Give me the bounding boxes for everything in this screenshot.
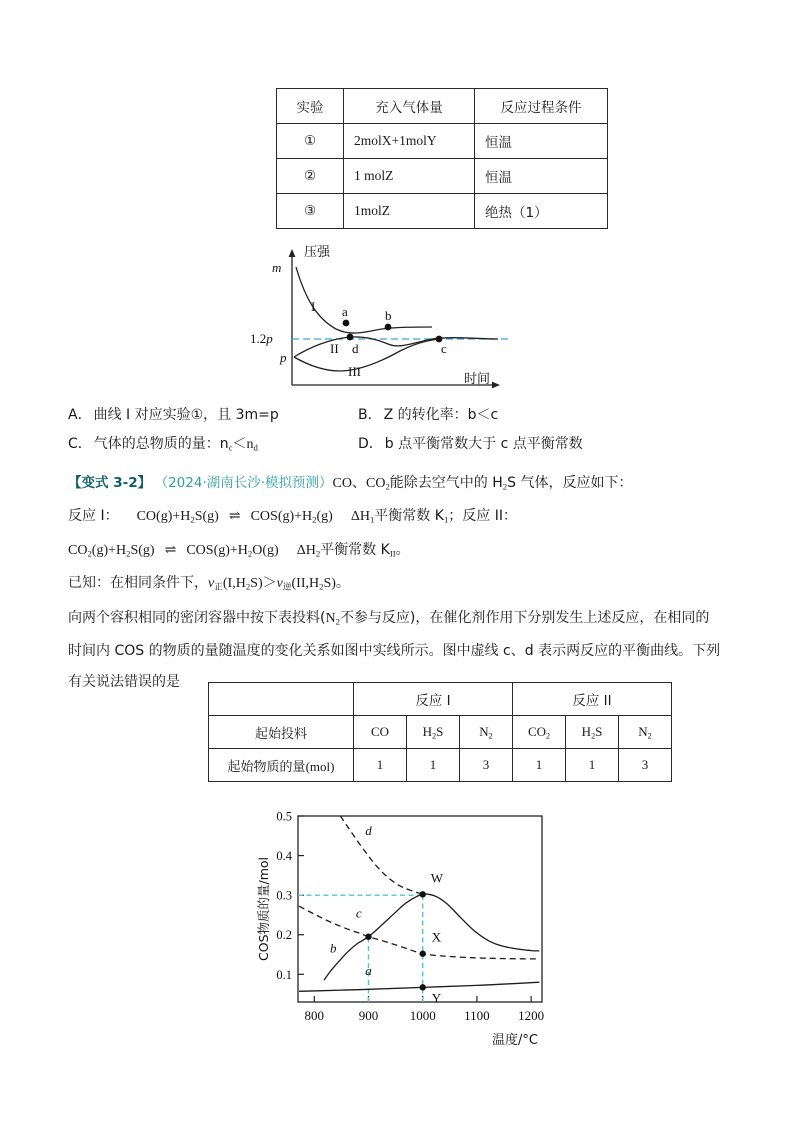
- table-row: [277, 194, 608, 229]
- para-1b: N: [325, 610, 336, 626]
- reaction-2-delta-h-sub: 2: [315, 548, 321, 559]
- initial-charge-table: [208, 682, 672, 782]
- chart1-curve-I: [296, 267, 432, 333]
- known-v-forward: v: [208, 576, 215, 592]
- chart1-point-a: [343, 320, 350, 327]
- chart1-tick-1.2p: 1.2p: [250, 331, 273, 346]
- reaction-2-end: 。: [395, 541, 410, 558]
- option-a: [68, 404, 358, 424]
- variant-intro-c: S 气体，反应如下：: [507, 475, 633, 491]
- table1-cell-0-2: 恒温: [475, 124, 608, 159]
- reaction-2-delta-h: ΔH: [296, 542, 316, 558]
- table2-amount-0: 1: [354, 749, 407, 782]
- known-relation: ＞: [262, 576, 277, 592]
- reaction-1-line: 反应 I： $CO(g)+H_2S(g)$ ⇌ $COS(g)+H_2(g)$ $\Delta H_1$平衡常数 $K_1$；反应 II：: [68, 508, 517, 525]
- reaction-1-k-label: 平衡常数 K: [374, 508, 444, 525]
- pressure-time-chart: [236, 243, 526, 405]
- reaction-1-eq-part4: (g): [316, 509, 333, 525]
- reaction-2-arrow: ⇌: [164, 542, 177, 558]
- option-c: C． 气体的总物质的量：$n_c<n_d$: [68, 436, 258, 453]
- reaction-1-prefix: 反应 I：: [68, 508, 119, 525]
- experiment-conditions-table: [276, 88, 608, 229]
- chart1-curve-label-I: I: [311, 299, 316, 314]
- chart2-x-tick-label: 800: [304, 1008, 325, 1023]
- chart2-y-tick-label: 0.3: [276, 888, 292, 903]
- variant-intro-a: CO、CO: [332, 476, 386, 491]
- known-v-forward-sub: 正: [214, 582, 223, 593]
- table1-cell-1-1: 1 molZ: [344, 159, 475, 194]
- chart2-marker-Y: [420, 984, 426, 990]
- chart2-plot-frame: [298, 816, 542, 1002]
- chart2-marker-label-X: X: [431, 929, 442, 945]
- chart1-y-arrow: [289, 249, 296, 257]
- option-d: [358, 433, 583, 453]
- option-b-text: Z 的转化率：b＜c: [383, 407, 499, 423]
- variant-source: （2024·湖南长沙·模拟预测）: [154, 475, 333, 491]
- table1-header-1: 充入气体量: [344, 89, 475, 124]
- table2-species-3: $CO_2$: [513, 716, 566, 749]
- para-1c: 不参与反应)，在催化剂作用下分别发生上述反应，在相同的: [339, 609, 710, 626]
- table1-cell-0-0: ①: [277, 124, 344, 159]
- chart1-x-axis-label: 时间: [464, 372, 491, 387]
- table2-amount-row: [209, 749, 672, 782]
- answer-options: [68, 404, 748, 462]
- chart2-marker-X: [420, 951, 426, 957]
- chart2-y-tick-label: 0.1: [276, 967, 292, 982]
- chart2-series-d: [340, 816, 422, 894]
- reaction-2-eq-sub1: 2: [87, 548, 92, 559]
- para-3: 有关说法错误的是: [68, 674, 180, 691]
- reaction-2-eq-sub2: 2: [126, 548, 131, 559]
- option-c-sub-left: c: [228, 442, 233, 453]
- table2-amount-1: 1: [407, 749, 460, 782]
- chart1-y-axis-label: 压强: [304, 245, 331, 260]
- table1-cell-1-0: ②: [277, 159, 344, 194]
- para-2a: 时间内 COS 的物质的量随温度的变化关系如图中实线所示。图中虚线 c、d 表示两反应的平衡曲线。下列: [68, 643, 721, 660]
- chart1-curve-III: [294, 339, 440, 371]
- reaction-2-k-sub: II: [389, 548, 396, 559]
- chart2-x-tick-label: 1200: [518, 1008, 545, 1023]
- option-b: [358, 404, 498, 424]
- variant-intro-a-sub: 2: [385, 481, 390, 492]
- problem-paragraph-line-1: [68, 603, 748, 636]
- table-row: [277, 159, 608, 194]
- reaction-2-line: [68, 535, 748, 568]
- chart1-curve-II: [294, 337, 498, 357]
- problem-paragraph-line-2: [68, 636, 748, 667]
- table2-group-header-row: [209, 683, 672, 716]
- table-row: [277, 124, 608, 159]
- reaction-2-eq-part3: S(g): [130, 542, 155, 558]
- cos-temperature-chart: [250, 806, 550, 1064]
- chart2-curve-label-a: a: [365, 963, 372, 979]
- option-c-text: 气体的总物质的量：n: [93, 436, 229, 452]
- chart2-series-a: [299, 982, 539, 991]
- option-a-label: A．: [68, 407, 92, 423]
- reaction-1-delta-h-sub: 1: [369, 514, 375, 525]
- chart2-x-tick-label: 1100: [464, 1008, 490, 1023]
- table1-cell-0-1: 2molX+1molY: [344, 124, 475, 159]
- chart1-tick-m: m: [272, 260, 282, 275]
- table2-species-5: $N_2$: [619, 716, 672, 749]
- chart2-curve-label-b: b: [329, 940, 337, 956]
- option-c-relation: ＜: [232, 436, 247, 452]
- reaction-2-eq-part4: COS(g)+H: [186, 542, 248, 558]
- known-v-reverse-sub: 逆: [282, 582, 292, 593]
- table2-row-label-2: 起始物质的量(mol): [209, 749, 354, 782]
- chart2-marker-label-W: W: [430, 870, 443, 886]
- table2-species-0: CO: [354, 716, 407, 749]
- variant-tag: 【变式 3-2】: [68, 475, 152, 491]
- table2-species-4: $H_2S$: [566, 716, 619, 749]
- table2-amount-5: 3: [619, 749, 672, 782]
- chart2-marker-W: [420, 891, 426, 897]
- reaction-2-eq-part1: CO: [68, 542, 88, 558]
- table1-header-0: 实验: [277, 89, 344, 124]
- chart2-curve-label-c: c: [355, 905, 362, 921]
- option-d-text: b 点平衡常数大于 c 点平衡常数: [384, 436, 583, 452]
- table1-cell-2-2: 绝热（1）: [475, 194, 608, 229]
- chart1-curve-label-II: II: [330, 341, 339, 356]
- table1-cell-2-0: ③: [277, 194, 344, 229]
- reaction-1-eq-part1: CO(g)+H: [136, 509, 191, 525]
- table2-amount-3: 1: [513, 749, 566, 782]
- chart2-y-tick-label: 0.2: [276, 928, 292, 943]
- table2-group-reaction-2: 反应 II: [513, 683, 672, 716]
- known-prefix: 已知：在相同条件下，: [68, 575, 208, 592]
- table2-row-label-1: 起始投料: [209, 716, 354, 749]
- known-v-reverse-arg-sub: 2: [319, 581, 324, 592]
- table2-species-1: $H_2S$: [407, 716, 460, 749]
- reaction-2-eq-sub4: 2: [247, 548, 253, 559]
- option-row-cd: [68, 433, 748, 453]
- para-1b-sub: 2: [335, 616, 340, 627]
- reaction-1-suffix: ；反应 II：: [448, 508, 517, 525]
- option-b-label: B．: [358, 407, 382, 423]
- variant-intro-line: [68, 468, 748, 501]
- option-c-sub-right: d: [253, 442, 258, 453]
- table2-amount-4: 1: [566, 749, 619, 782]
- option-d-label: D．: [358, 436, 383, 452]
- reaction-1-k-sub: 1: [443, 514, 449, 525]
- chart1-x-arrow: [492, 382, 500, 389]
- chart1-point-b: [385, 324, 392, 331]
- known-v-forward-arg: (I,H: [222, 576, 246, 592]
- reaction-1-arrow: ⇌: [228, 509, 241, 525]
- table2-species-2: $N_2$: [460, 716, 513, 749]
- known-v-reverse: v: [276, 576, 283, 592]
- reaction-2-k-label: 平衡常数 K: [320, 541, 390, 558]
- reaction-2-eq-part2: (g)+H: [91, 542, 127, 558]
- chart1-label-a: a: [342, 304, 348, 319]
- known-v-reverse-arg: (II,H: [291, 576, 320, 592]
- option-row-ab: [68, 404, 748, 424]
- reaction-1-eq-part2: S(g): [194, 509, 219, 525]
- chart2-marker-point: [365, 934, 371, 940]
- chart2-x-tick-label: 1000: [409, 1008, 436, 1023]
- chart2-y-tick-label: 0.5: [276, 809, 292, 824]
- chart2-y-axis-label: COS物质的量/mol: [256, 856, 271, 962]
- chart2-curve-label-d: d: [365, 822, 372, 838]
- option-c-label: C．: [68, 436, 92, 452]
- known-v-forward-arg-end: S): [250, 576, 263, 592]
- chart2-x-axis-label: 温度/°C: [492, 1033, 538, 1048]
- chart2-x-tick-label: 900: [358, 1008, 379, 1023]
- table1-cell-2-1: 1molZ: [344, 194, 475, 229]
- chart1-label-b: b: [385, 308, 392, 323]
- known-condition-line: [68, 568, 748, 602]
- known-v-forward-arg-sub: 2: [245, 581, 251, 592]
- chart1-label-d: d: [352, 341, 359, 356]
- table2-species-row: [209, 716, 672, 749]
- known-end: 。: [335, 575, 350, 592]
- chart2-y-tick-label: 0.4: [276, 849, 292, 864]
- chart1-tick-p: p: [280, 350, 287, 365]
- chart1-curve-label-III: III: [348, 364, 361, 379]
- chart2-marker-label-Y: Y: [431, 990, 442, 1006]
- variant-intro-b: 能除去空气中的 H: [389, 475, 503, 491]
- known-v-reverse-arg-end: S): [323, 576, 336, 592]
- reaction-2-eq-part5: O(g): [252, 542, 279, 558]
- table-header-row: [277, 89, 608, 124]
- table2-group-reaction-1: 反应 I: [354, 683, 513, 716]
- option-a-text: 曲线 I 对应实验①，且 3m=p: [93, 407, 279, 423]
- reaction-1-delta-h: ΔH: [350, 509, 370, 525]
- table1-cell-1-2: 恒温: [475, 159, 608, 194]
- table2-amount-2: 3: [460, 749, 513, 782]
- table1-header-2: 反应过程条件: [475, 89, 608, 124]
- para-1a: 向两个容积相同的密闭容器中按下表投料(: [68, 609, 326, 626]
- variant-intro-b-sub: 2: [502, 481, 508, 492]
- variant-3-2-block: [68, 468, 748, 698]
- table2-corner: [209, 683, 354, 716]
- chart1-point-d: [347, 334, 354, 341]
- reaction-1-eq-part3: COS(g)+H: [250, 509, 313, 525]
- chart1-label-c: c: [441, 341, 447, 356]
